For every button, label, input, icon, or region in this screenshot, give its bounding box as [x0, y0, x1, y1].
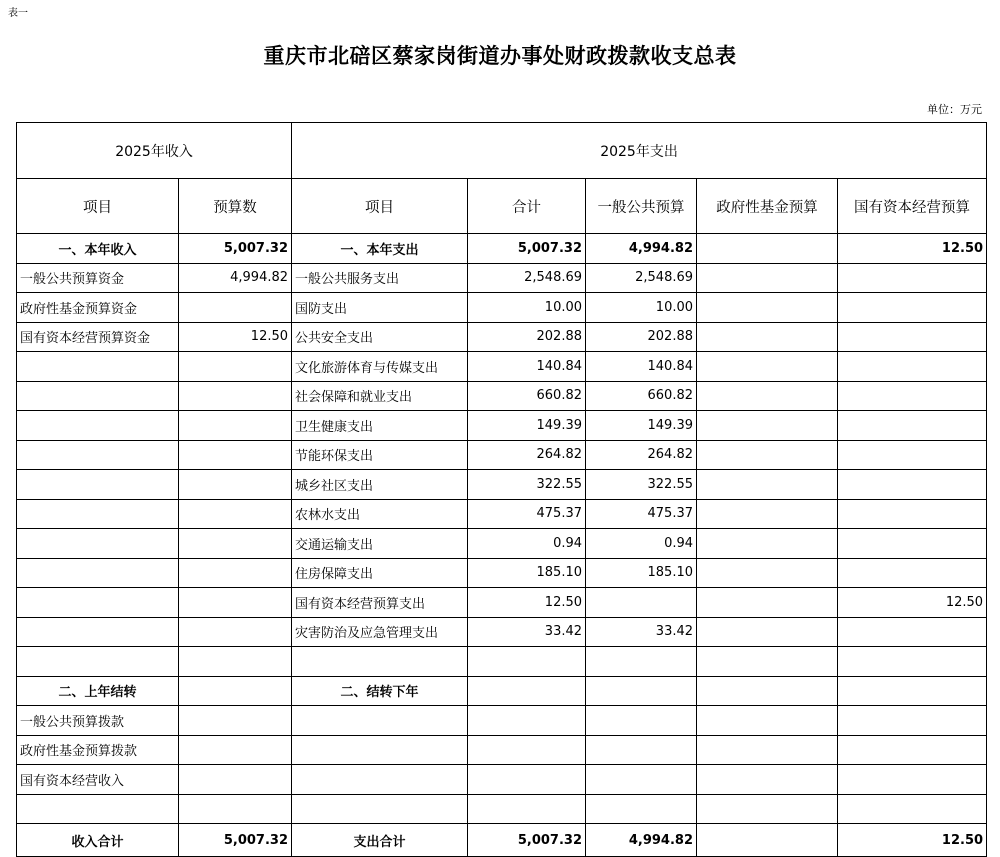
table-row	[17, 676, 987, 706]
income-budget-cell	[179, 676, 292, 706]
col-header-gov-fund-budget: 政府性基金预算	[697, 179, 838, 234]
state-capital-cell	[838, 647, 987, 677]
gov-fund-cell	[697, 617, 838, 647]
income-item-cell: 一、本年收入	[17, 234, 179, 264]
header-row-groups	[17, 123, 987, 179]
expense-item-cell: 一般公共服务支出	[292, 263, 468, 293]
gov-fund-cell	[697, 322, 838, 352]
gov-fund-cell	[697, 765, 838, 795]
expense-total-cell: 202.88	[468, 322, 586, 352]
expense-total-cell: 5,007.32	[468, 234, 586, 264]
income-item-cell	[17, 558, 179, 588]
expense-item-cell: 灾害防治及应急管理支出	[292, 617, 468, 647]
income-budget-cell	[179, 794, 292, 824]
general-budget-cell: 202.88	[586, 322, 697, 352]
income-item-cell	[17, 794, 179, 824]
state-capital-cell	[838, 381, 987, 411]
expense-total-cell: 33.42	[468, 617, 586, 647]
expense-item-cell	[292, 706, 468, 736]
income-budget-cell	[179, 411, 292, 441]
expense-total-cell	[468, 765, 586, 795]
income-item-cell: 二、上年结转	[17, 676, 179, 706]
income-budget-cell	[179, 529, 292, 559]
income-item-cell: 一般公共预算资金	[17, 263, 179, 293]
state-capital-cell	[838, 529, 987, 559]
income-budget-cell	[179, 352, 292, 382]
income-budget-cell: 12.50	[179, 322, 292, 352]
expense-item-cell: 城乡社区支出	[292, 470, 468, 500]
expense-total-cell: 12.50	[468, 588, 586, 618]
expense-total-cell	[468, 676, 586, 706]
state-capital-total: 12.50	[838, 824, 987, 857]
state-capital-cell	[838, 352, 987, 382]
general-budget-cell: 2,548.69	[586, 263, 697, 293]
income-total-label: 收入合计	[17, 824, 179, 857]
expense-total-cell	[468, 735, 586, 765]
unit-label: 单位：万元	[927, 103, 982, 116]
income-group-header: 2025年收入	[17, 123, 292, 179]
gov-fund-cell	[697, 676, 838, 706]
expense-item-cell: 国防支出	[292, 293, 468, 323]
income-budget-cell	[179, 706, 292, 736]
page-title: 重庆市北碚区蔡家岗街道办事处财政拨款收支总表	[263, 43, 737, 68]
income-budget-cell	[179, 765, 292, 795]
general-budget-cell: 322.55	[586, 470, 697, 500]
expense-total-cell: 140.84	[468, 352, 586, 382]
expense-total-cell: 149.39	[468, 411, 586, 441]
table-number-label: 表一	[8, 8, 28, 19]
table-row	[17, 470, 987, 500]
expense-item-cell: 卫生健康支出	[292, 411, 468, 441]
income-item-cell	[17, 381, 179, 411]
state-capital-cell: 12.50	[838, 234, 987, 264]
expense-total-cell	[468, 706, 586, 736]
general-budget-cell: 185.10	[586, 558, 697, 588]
expense-item-cell	[292, 647, 468, 677]
table-row	[17, 381, 987, 411]
state-capital-cell	[838, 499, 987, 529]
col-header-general-budget: 一般公共预算	[586, 179, 697, 234]
expense-item-cell	[292, 794, 468, 824]
gov-fund-cell	[697, 735, 838, 765]
income-item-cell	[17, 617, 179, 647]
table-row	[17, 765, 987, 795]
income-budget-cell	[179, 499, 292, 529]
general-budget-cell: 4,994.82	[586, 234, 697, 264]
state-capital-cell: 12.50	[838, 588, 987, 618]
gov-fund-cell	[697, 588, 838, 618]
state-capital-cell	[838, 735, 987, 765]
expense-item-cell	[292, 735, 468, 765]
general-budget-cell	[586, 647, 697, 677]
income-item-cell	[17, 529, 179, 559]
gov-fund-cell	[697, 470, 838, 500]
state-capital-cell	[838, 706, 987, 736]
state-capital-cell	[838, 263, 987, 293]
expense-item-cell: 二、结转下年	[292, 676, 468, 706]
income-item-cell	[17, 440, 179, 470]
income-item-cell: 政府性基金预算拨款	[17, 735, 179, 765]
gov-fund-cell	[697, 234, 838, 264]
expense-total-cell: 185.10	[468, 558, 586, 588]
expense-item-cell: 国有资本经营预算支出	[292, 588, 468, 618]
col-header-state-capital-budget: 国有资本经营预算	[838, 179, 987, 234]
income-budget-cell	[179, 617, 292, 647]
expense-total-cell: 322.55	[468, 470, 586, 500]
table-row	[17, 794, 987, 824]
income-total-value: 5,007.32	[179, 824, 292, 857]
general-budget-cell	[586, 706, 697, 736]
table-row	[17, 293, 987, 323]
expense-item-cell: 农林水支出	[292, 499, 468, 529]
table-row	[17, 234, 987, 264]
expense-total-value: 5,007.32	[468, 824, 586, 857]
gov-fund-cell	[697, 352, 838, 382]
col-header-total: 合计	[468, 179, 586, 234]
state-capital-cell	[838, 676, 987, 706]
table-row	[17, 617, 987, 647]
general-budget-cell	[586, 735, 697, 765]
expense-total-cell: 264.82	[468, 440, 586, 470]
expense-total-label: 支出合计	[292, 824, 468, 857]
gov-fund-cell	[697, 293, 838, 323]
gov-fund-cell	[697, 647, 838, 677]
income-budget-cell	[179, 588, 292, 618]
expense-total-cell: 2,548.69	[468, 263, 586, 293]
table-body	[17, 123, 987, 857]
gov-fund-cell	[697, 263, 838, 293]
income-item-cell	[17, 647, 179, 677]
expense-item-cell: 文化旅游体育与传媒支出	[292, 352, 468, 382]
state-capital-cell	[838, 293, 987, 323]
table-row	[17, 411, 987, 441]
col-header-income-item: 项目	[17, 179, 179, 234]
expense-total-cell: 475.37	[468, 499, 586, 529]
income-budget-cell	[179, 440, 292, 470]
state-capital-cell	[838, 617, 987, 647]
income-budget-cell	[179, 293, 292, 323]
general-budget-cell: 264.82	[586, 440, 697, 470]
gov-fund-cell	[697, 381, 838, 411]
income-budget-cell: 5,007.32	[179, 234, 292, 264]
income-item-cell: 国有资本经营收入	[17, 765, 179, 795]
header-row-columns	[17, 179, 987, 234]
table-row	[17, 706, 987, 736]
income-item-cell: 国有资本经营预算资金	[17, 322, 179, 352]
expense-total-cell: 10.00	[468, 293, 586, 323]
table-row	[17, 735, 987, 765]
expense-item-cell: 节能环保支出	[292, 440, 468, 470]
state-capital-cell	[838, 411, 987, 441]
general-budget-cell	[586, 794, 697, 824]
general-budget-cell	[586, 765, 697, 795]
expense-item-cell: 公共安全支出	[292, 322, 468, 352]
table-row	[17, 647, 987, 677]
table-row	[17, 322, 987, 352]
general-budget-total: 4,994.82	[586, 824, 697, 857]
col-header-budget: 预算数	[179, 179, 292, 234]
expense-total-cell	[468, 647, 586, 677]
general-budget-cell	[586, 676, 697, 706]
state-capital-cell	[838, 470, 987, 500]
col-header-expense-item: 项目	[292, 179, 468, 234]
gov-fund-cell	[697, 529, 838, 559]
income-budget-cell	[179, 647, 292, 677]
state-capital-cell	[838, 322, 987, 352]
income-item-cell: 一般公共预算拨款	[17, 706, 179, 736]
gov-fund-total	[697, 824, 838, 857]
table-row	[17, 529, 987, 559]
income-budget-cell	[179, 381, 292, 411]
expense-total-cell	[468, 794, 586, 824]
income-item-cell	[17, 470, 179, 500]
income-item-cell	[17, 499, 179, 529]
income-item-cell: 政府性基金预算资金	[17, 293, 179, 323]
gov-fund-cell	[697, 440, 838, 470]
general-budget-cell: 660.82	[586, 381, 697, 411]
gov-fund-cell	[697, 706, 838, 736]
state-capital-cell	[838, 440, 987, 470]
state-capital-cell	[838, 794, 987, 824]
budget-summary-table	[16, 122, 987, 857]
expense-total-cell: 0.94	[468, 529, 586, 559]
table-row	[17, 588, 987, 618]
table-row	[17, 263, 987, 293]
gov-fund-cell	[697, 558, 838, 588]
expense-item-cell	[292, 765, 468, 795]
table-row	[17, 499, 987, 529]
state-capital-cell	[838, 765, 987, 795]
table-row	[17, 558, 987, 588]
table-row	[17, 352, 987, 382]
income-budget-cell	[179, 558, 292, 588]
expense-group-header: 2025年支出	[292, 123, 987, 179]
income-item-cell	[17, 411, 179, 441]
general-budget-cell: 10.00	[586, 293, 697, 323]
state-capital-cell	[838, 558, 987, 588]
expense-item-cell: 社会保障和就业支出	[292, 381, 468, 411]
table-row	[17, 440, 987, 470]
general-budget-cell: 140.84	[586, 352, 697, 382]
gov-fund-cell	[697, 411, 838, 441]
expense-item-cell: 一、本年支出	[292, 234, 468, 264]
totals-row	[17, 824, 987, 857]
general-budget-cell: 0.94	[586, 529, 697, 559]
general-budget-cell: 33.42	[586, 617, 697, 647]
expense-item-cell: 交通运输支出	[292, 529, 468, 559]
income-item-cell	[17, 588, 179, 618]
income-item-cell	[17, 352, 179, 382]
income-budget-cell	[179, 735, 292, 765]
expense-total-cell: 660.82	[468, 381, 586, 411]
expense-item-cell: 住房保障支出	[292, 558, 468, 588]
income-budget-cell: 4,994.82	[179, 263, 292, 293]
general-budget-cell: 475.37	[586, 499, 697, 529]
gov-fund-cell	[697, 499, 838, 529]
income-budget-cell	[179, 470, 292, 500]
general-budget-cell	[586, 588, 697, 618]
gov-fund-cell	[697, 794, 838, 824]
general-budget-cell: 149.39	[586, 411, 697, 441]
